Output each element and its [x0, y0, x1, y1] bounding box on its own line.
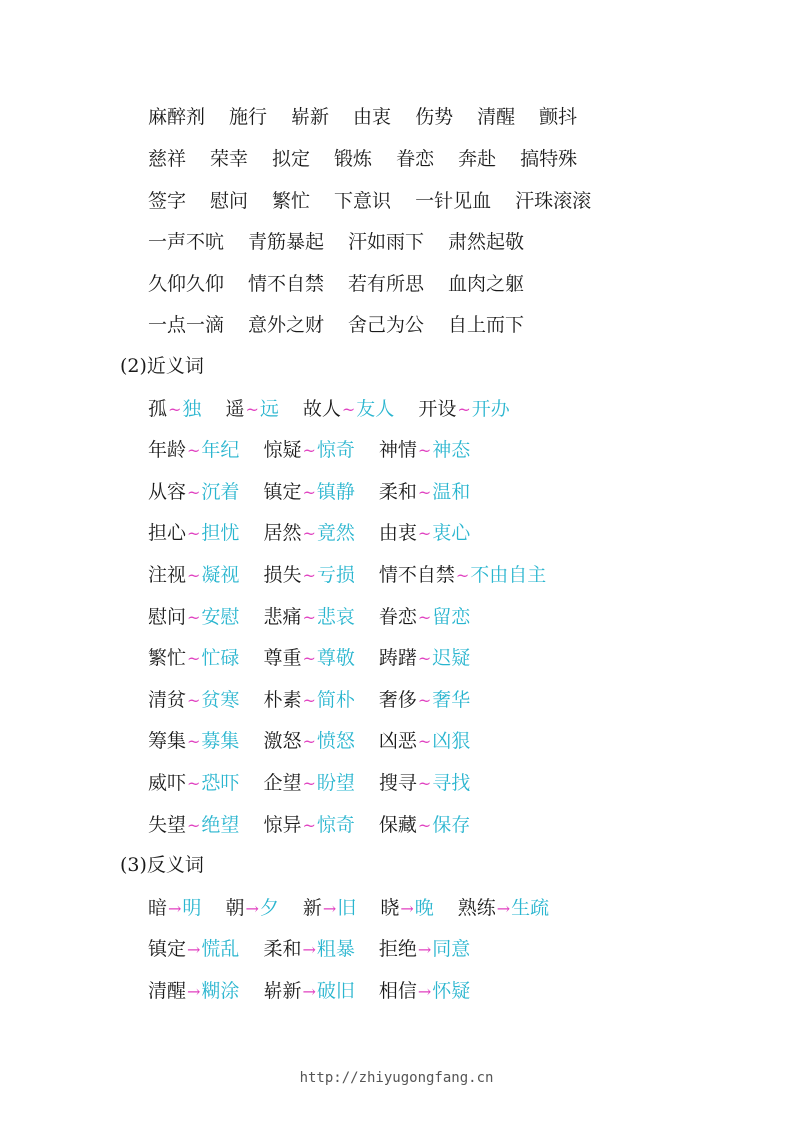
vocab-line [148, 189, 615, 213]
antonyms-heading: (3)反义词 [120, 854, 204, 876]
tilde-separator: ~ [417, 691, 432, 710]
vocab-word: 搞特殊 [520, 148, 578, 170]
vocab-word: 锻炼 [334, 148, 373, 170]
synonym-pair [379, 813, 470, 838]
synonym-pair [148, 563, 239, 588]
tilde-separator: ~ [302, 608, 316, 627]
term: 年龄 [148, 439, 187, 461]
answer-term: 独 [182, 398, 202, 420]
antonym-pair [148, 896, 201, 921]
term: 注视 [148, 564, 187, 586]
vocab-word: 情不自禁 [248, 273, 325, 295]
answer-term: 不由自主 [470, 564, 547, 586]
synonym-line [148, 563, 570, 588]
vocab-word: 清醒 [477, 106, 516, 128]
term: 奢侈 [378, 689, 417, 711]
vocab-word: 下意识 [334, 190, 392, 212]
tilde-separator: ~ [417, 816, 432, 835]
vocab-word: 麻醉剂 [148, 106, 206, 128]
synonym-pair [418, 397, 509, 422]
term: 保藏 [378, 814, 417, 836]
tilde-separator: ~ [187, 774, 201, 793]
term: 情不自禁 [378, 564, 455, 586]
vocab-word: 崭新 [291, 106, 330, 128]
term: 踌躇 [378, 647, 417, 669]
term: 故人 [302, 398, 341, 420]
tilde-separator: ~ [417, 774, 432, 793]
tilde-separator: ~ [302, 732, 316, 751]
answer-term: 明 [182, 897, 202, 919]
synonym-pair [379, 771, 470, 796]
vocab-word: 拟定 [272, 148, 311, 170]
term: 遥 [225, 398, 245, 420]
synonym-pair [263, 438, 354, 463]
term: 清醒 [148, 980, 187, 1002]
term: 清贫 [148, 689, 187, 711]
vocab-word: 颤抖 [539, 106, 578, 128]
tilde-separator: ~ [417, 524, 432, 543]
term: 居然 [263, 522, 302, 544]
vocab-word: 施行 [229, 106, 268, 128]
term: 企望 [263, 772, 302, 794]
vocab-line [148, 147, 601, 171]
term: 镇定 [148, 938, 187, 960]
tilde-separator: ~ [187, 566, 201, 585]
vocab-word: 繁忙 [272, 190, 311, 212]
synonym-pair [148, 813, 239, 838]
term: 神情 [378, 439, 417, 461]
arrow-icon: → [417, 940, 432, 959]
vocab-word: 青筋暴起 [248, 231, 325, 253]
vocab-line [148, 230, 548, 254]
term: 晓 [380, 897, 400, 919]
synonym-pair [263, 563, 354, 588]
antonym-pair [148, 937, 239, 962]
answer-term: 友人 [356, 398, 395, 420]
tilde-separator: ~ [341, 400, 356, 419]
tilde-separator: ~ [417, 649, 432, 668]
answer-term: 年纪 [201, 439, 240, 461]
vocab-word: 一点一滴 [148, 314, 225, 336]
tilde-separator: ~ [417, 608, 432, 627]
term: 柔和 [378, 481, 417, 503]
term: 开设 [418, 398, 457, 420]
antonym-pair [303, 896, 356, 921]
answer-term: 惊奇 [316, 439, 355, 461]
antonym-line [148, 979, 494, 1004]
synonym-line [148, 771, 494, 796]
antonym-pair [148, 979, 239, 1004]
term: 熟练 [457, 897, 496, 919]
term: 担心 [148, 522, 187, 544]
answer-term: 安慰 [201, 606, 240, 628]
vocab-word: 荣幸 [210, 148, 249, 170]
answer-term: 凶狠 [432, 730, 471, 752]
arrow-icon: → [168, 899, 182, 918]
vocab-word: 若有所思 [348, 273, 425, 295]
answer-term: 沉着 [201, 481, 240, 503]
vocab-word: 奔赴 [458, 148, 497, 170]
answer-term: 恐吓 [201, 772, 240, 794]
synonym-pair [379, 729, 470, 754]
synonym-pair [263, 771, 354, 796]
answer-term: 开办 [471, 398, 510, 420]
synonym-pair [148, 438, 239, 463]
term: 失望 [148, 814, 187, 836]
tilde-separator: ~ [457, 400, 471, 419]
arrow-icon: → [417, 982, 432, 1001]
vocab-word: 肃然起敬 [448, 231, 525, 253]
arrow-icon: → [496, 899, 511, 918]
arrow-icon: → [322, 899, 337, 918]
tilde-separator: ~ [417, 732, 432, 751]
tilde-separator: ~ [187, 483, 201, 502]
answer-term: 尊敬 [316, 647, 355, 669]
vocab-word: 慈祥 [148, 148, 187, 170]
answer-term: 迟疑 [432, 647, 471, 669]
answer-term: 竟然 [316, 522, 355, 544]
antonym-pair [263, 937, 354, 962]
synonym-pair [148, 646, 239, 671]
vocab-word: 自上而下 [448, 314, 525, 336]
term: 新 [302, 897, 322, 919]
answer-term: 凝视 [201, 564, 240, 586]
answer-term: 夕 [259, 897, 279, 919]
vocab-line [148, 105, 601, 129]
tilde-separator: ~ [168, 400, 182, 419]
answer-term: 旧 [337, 897, 357, 919]
vocab-word: 意外之财 [248, 314, 325, 336]
answer-term: 温和 [432, 481, 471, 503]
synonym-pair [379, 438, 470, 463]
synonym-pair [379, 605, 470, 630]
synonym-pair [148, 771, 239, 796]
tilde-separator: ~ [302, 483, 316, 502]
tilde-separator: ~ [302, 774, 316, 793]
term: 孤 [148, 398, 168, 420]
tilde-separator: ~ [302, 649, 316, 668]
tilde-separator: ~ [302, 816, 316, 835]
term: 凶恶 [378, 730, 417, 752]
synonym-pair [148, 605, 239, 630]
synonym-pair [263, 729, 354, 754]
answer-term: 镇静 [316, 481, 355, 503]
term: 慰问 [148, 606, 187, 628]
answer-term: 粗暴 [316, 938, 355, 960]
synonym-pair [379, 480, 470, 505]
synonym-line [148, 480, 494, 505]
answer-term: 募集 [201, 730, 240, 752]
answer-term: 奢华 [432, 689, 471, 711]
synonym-pair [148, 729, 239, 754]
term: 朝 [225, 897, 245, 919]
arrow-icon: → [302, 982, 316, 1001]
answer-term: 怀疑 [432, 980, 471, 1002]
term: 拒绝 [378, 938, 417, 960]
vocab-word: 汗如雨下 [348, 231, 425, 253]
answer-term: 破旧 [316, 980, 355, 1002]
term: 崭新 [263, 980, 302, 1002]
answer-term: 留恋 [432, 606, 471, 628]
synonym-pair [263, 605, 354, 630]
answer-term: 亏损 [316, 564, 355, 586]
tilde-separator: ~ [187, 441, 201, 460]
antonym-line [148, 896, 573, 921]
tilde-separator: ~ [187, 691, 201, 710]
term: 暗 [148, 897, 168, 919]
arrow-icon: → [302, 940, 316, 959]
term: 朴素 [263, 689, 302, 711]
vocab-word: 慰问 [210, 190, 249, 212]
tilde-separator: ~ [187, 816, 201, 835]
tilde-separator: ~ [302, 566, 316, 585]
synonym-line [148, 521, 494, 546]
term: 由衷 [378, 522, 417, 544]
synonym-line [148, 438, 494, 463]
answer-term: 贫寒 [201, 689, 240, 711]
synonym-pair [263, 480, 354, 505]
synonyms-heading: (2)近义词 [120, 355, 204, 377]
synonym-pair [148, 521, 239, 546]
tilde-separator: ~ [187, 524, 201, 543]
answer-term: 忙碌 [201, 647, 240, 669]
answer-term: 惊奇 [316, 814, 355, 836]
footer-url: http://zhiyugongfang.cn [299, 1070, 494, 1086]
answer-term: 衷心 [432, 522, 471, 544]
answer-term: 保存 [432, 814, 471, 836]
term: 眷恋 [378, 606, 417, 628]
vocab-word: 伤势 [415, 106, 454, 128]
arrow-icon: → [400, 899, 414, 918]
arrow-icon: → [187, 982, 201, 1001]
synonym-line [148, 813, 494, 838]
term: 镇定 [263, 481, 302, 503]
term: 悲痛 [263, 606, 302, 628]
antonym-pair [379, 979, 470, 1004]
answer-term: 悲哀 [316, 606, 355, 628]
antonym-pair [379, 937, 470, 962]
term: 繁忙 [148, 647, 187, 669]
answer-term: 简朴 [316, 689, 355, 711]
vocab-word: 一声不吭 [148, 231, 225, 253]
tilde-separator: ~ [187, 649, 201, 668]
vocab-line [148, 272, 548, 296]
vocab-word: 舍己为公 [348, 314, 425, 336]
synonym-pair [263, 521, 354, 546]
term: 相信 [378, 980, 417, 1002]
answer-term: 盼望 [316, 772, 355, 794]
synonym-pair [379, 688, 470, 713]
answer-term: 糊涂 [201, 980, 240, 1002]
synonym-line [148, 729, 494, 754]
arrow-icon: → [245, 899, 259, 918]
antonym-pair [225, 896, 278, 921]
synonym-line [148, 605, 494, 630]
answer-term: 慌乱 [201, 938, 240, 960]
answer-term: 同意 [432, 938, 471, 960]
antonym-pair [380, 896, 433, 921]
term: 从容 [148, 481, 187, 503]
tilde-separator: ~ [187, 732, 201, 751]
vocab-word: 血肉之躯 [448, 273, 525, 295]
antonym-pair [263, 979, 354, 1004]
term: 损失 [263, 564, 302, 586]
vocab-word: 签字 [148, 190, 187, 212]
synonym-pair [379, 563, 546, 588]
answer-term: 生疏 [511, 897, 550, 919]
vocab-word: 汗珠滚滚 [515, 190, 592, 212]
answer-term: 寻找 [432, 772, 471, 794]
antonym-pair [458, 896, 549, 921]
synonym-line [148, 397, 534, 422]
tilde-separator: ~ [245, 400, 259, 419]
synonym-pair [379, 646, 470, 671]
term: 激怒 [263, 730, 302, 752]
term: 惊疑 [263, 439, 302, 461]
answer-term: 愤怒 [316, 730, 355, 752]
synonym-pair [148, 480, 239, 505]
answer-term: 担忧 [201, 522, 240, 544]
synonym-pair [263, 646, 354, 671]
answer-term: 远 [259, 398, 279, 420]
vocab-word: 久仰久仰 [148, 273, 225, 295]
tilde-separator: ~ [455, 566, 470, 585]
tilde-separator: ~ [187, 608, 201, 627]
vocab-line [148, 313, 548, 337]
tilde-separator: ~ [302, 441, 316, 460]
arrow-icon: → [187, 940, 201, 959]
synonym-pair [263, 813, 354, 838]
term: 柔和 [263, 938, 302, 960]
term: 威吓 [148, 772, 187, 794]
synonym-line [148, 688, 494, 713]
synonym-pair [303, 397, 394, 422]
tilde-separator: ~ [417, 441, 432, 460]
answer-term: 晚 [414, 897, 434, 919]
term: 惊异 [263, 814, 302, 836]
tilde-separator: ~ [302, 691, 316, 710]
synonym-pair [225, 397, 278, 422]
vocab-word: 由衷 [353, 106, 392, 128]
antonym-line [148, 937, 494, 962]
term: 筹集 [148, 730, 187, 752]
term: 搜寻 [378, 772, 417, 794]
answer-term: 绝望 [201, 814, 240, 836]
term: 尊重 [263, 647, 302, 669]
vocab-word: 一针见血 [415, 190, 492, 212]
vocab-word: 眷恋 [396, 148, 435, 170]
synonym-pair [379, 521, 470, 546]
tilde-separator: ~ [302, 524, 316, 543]
synonym-line [148, 646, 494, 671]
answer-term: 神态 [432, 439, 471, 461]
synonym-pair [148, 688, 239, 713]
synonym-pair [148, 397, 201, 422]
synonym-pair [263, 688, 354, 713]
tilde-separator: ~ [417, 483, 432, 502]
